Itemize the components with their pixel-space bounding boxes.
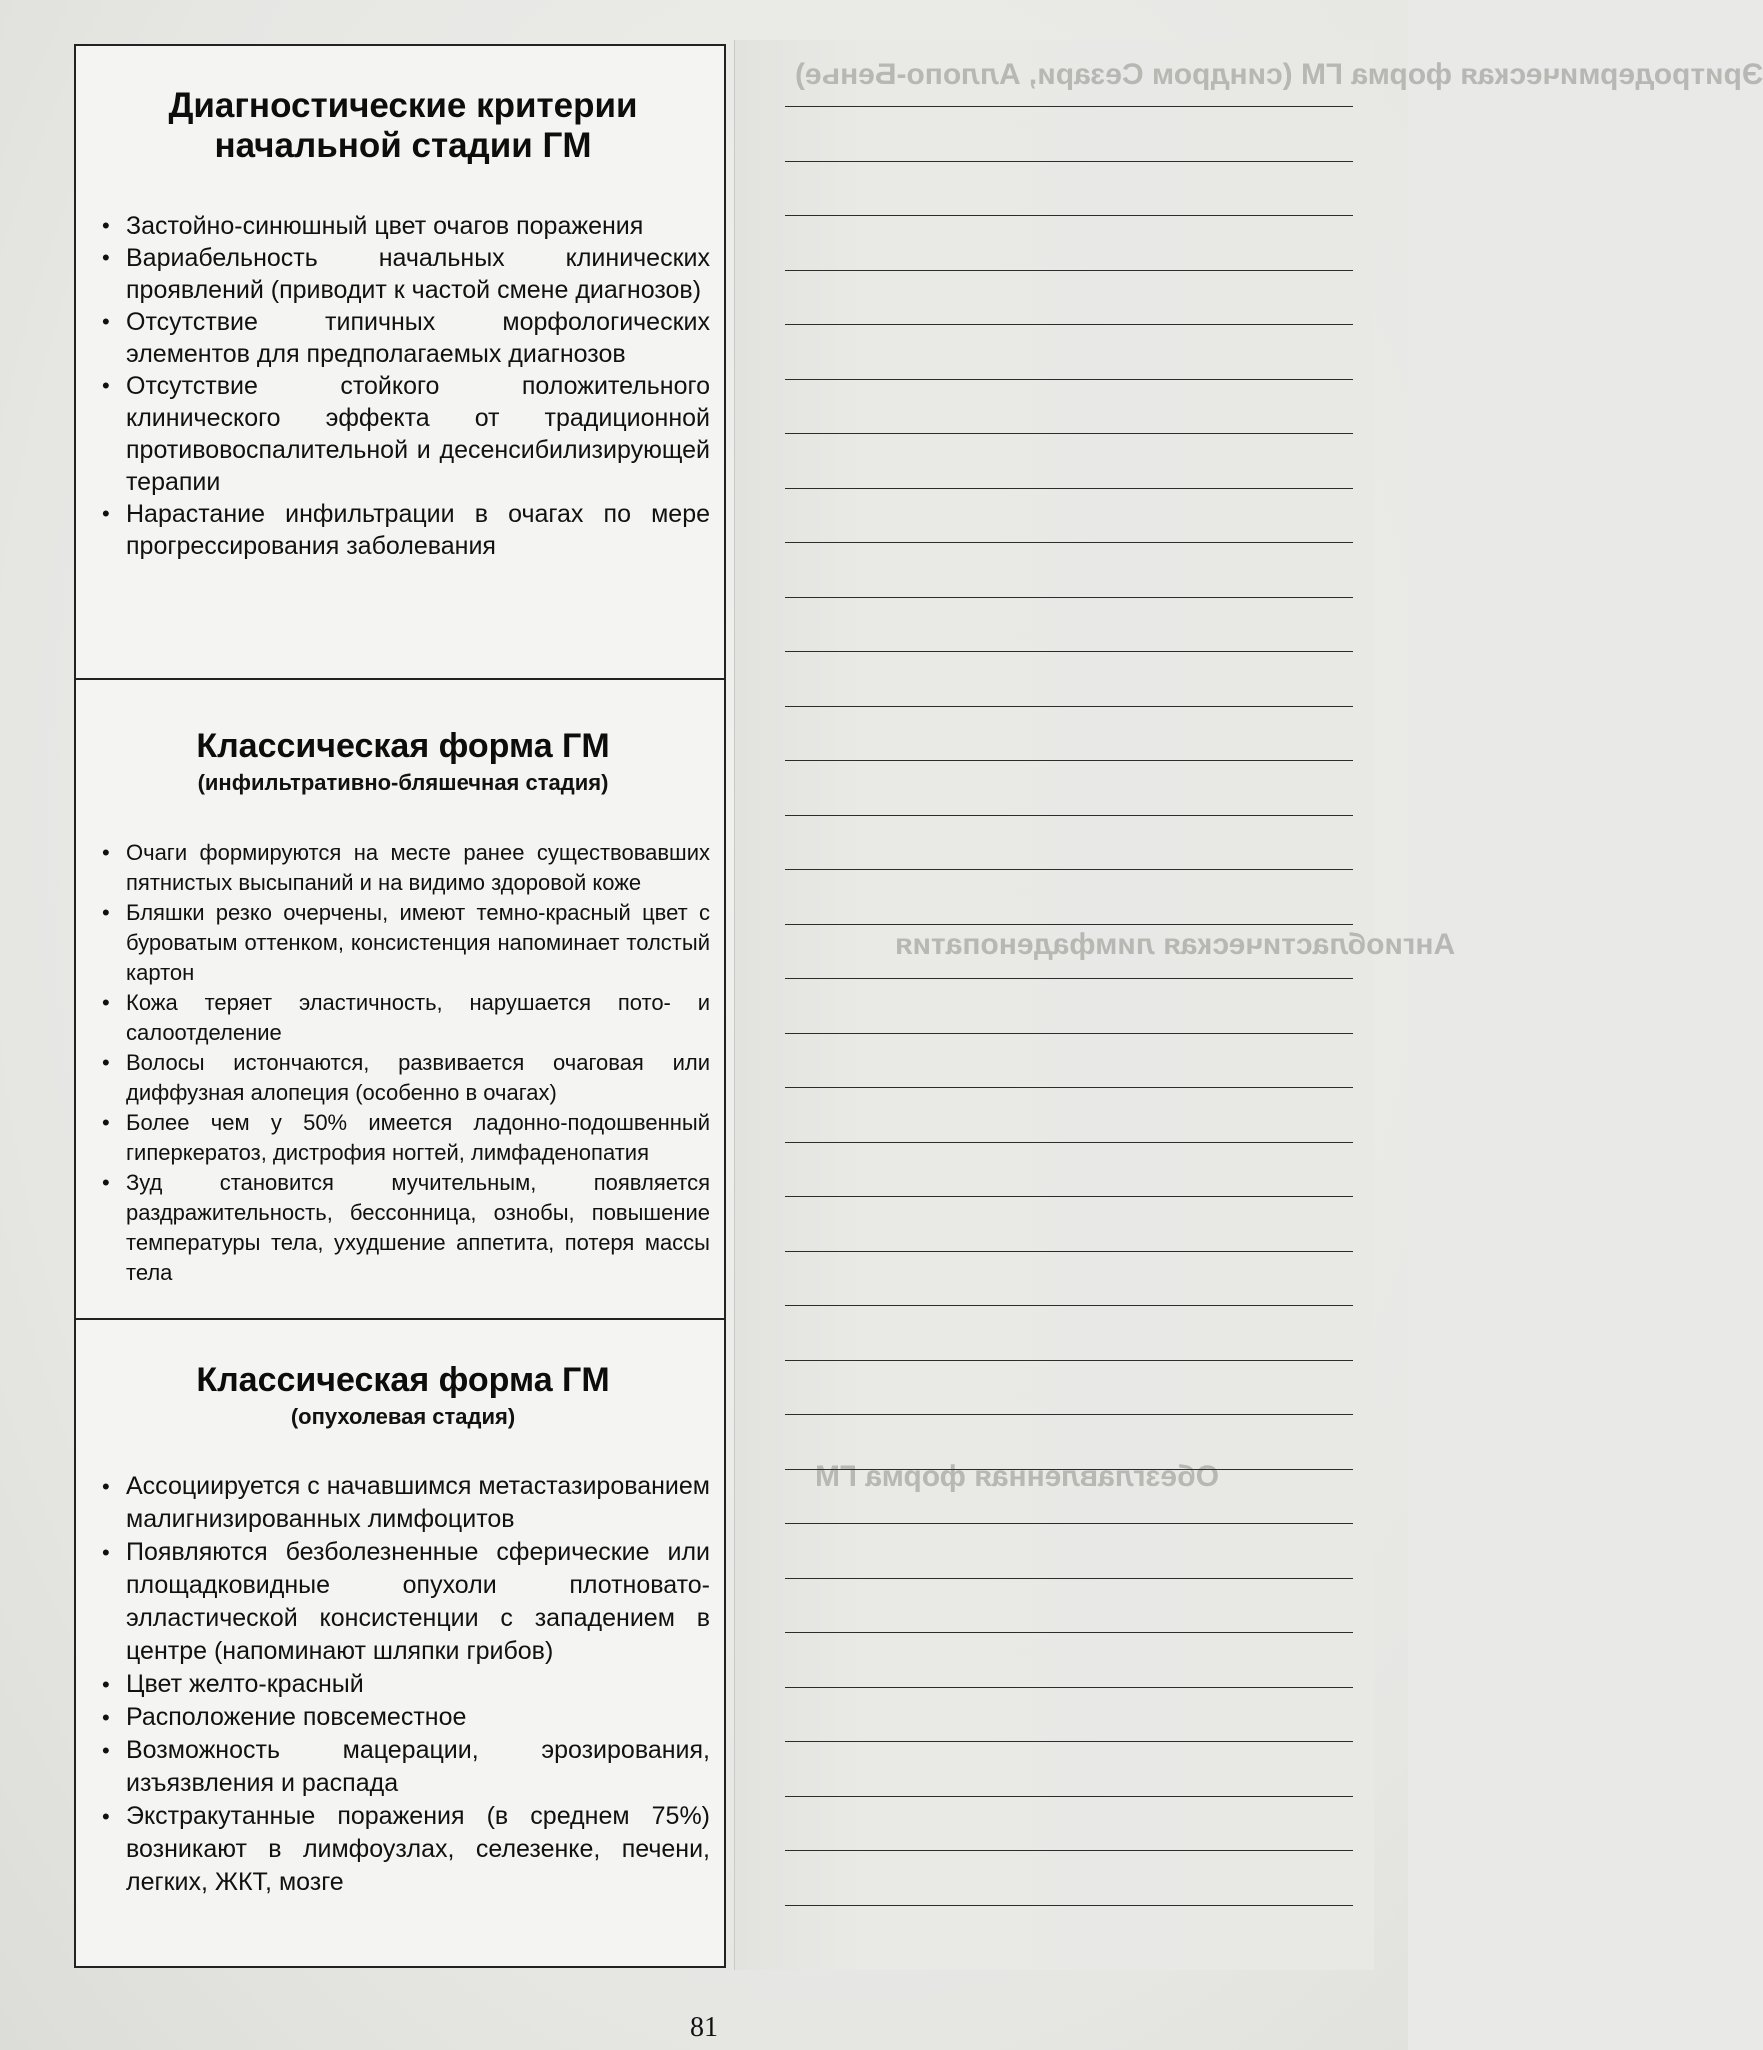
notes-column xyxy=(734,40,1763,1970)
ruled-line xyxy=(785,1142,1353,1143)
ruled-line xyxy=(785,924,1353,925)
list-item: • Нарастание инфильтрации в очагах по мере прогрессирования заболевания xyxy=(96,498,710,562)
ruled-line xyxy=(785,1850,1353,1851)
list-item: • Расположение повсеместное xyxy=(96,1701,710,1734)
criteria-frame xyxy=(74,44,726,1968)
ruled-line xyxy=(785,597,1353,598)
ruled-line xyxy=(785,270,1353,271)
list-item: • Вариабельность начальных клинических проявлений (приводит к частой смене диагнозов) xyxy=(96,242,710,306)
ruled-line xyxy=(785,760,1353,761)
ruled-line xyxy=(785,1741,1353,1742)
ruled-line xyxy=(785,706,1353,707)
list-item: • Застойно-синюшный цвет очагов поражения xyxy=(96,210,710,242)
bleed-through-heading: Эритродермическая форма ГМ (синдром Сезари, Аллопо-Бенье) xyxy=(795,58,1763,91)
ruled-line xyxy=(785,1251,1353,1252)
page-number: 81 xyxy=(690,2012,718,2043)
ruled-line xyxy=(785,1414,1353,1415)
criteria-list xyxy=(96,838,710,1288)
list-item: • Зуд становится мучительным, появляется раздражительность, бессонница, ознобы, повышение температуры тела, ухудшение аппетита, потеря массы тела xyxy=(96,1168,710,1288)
ruled-line xyxy=(785,1033,1353,1034)
ruled-line xyxy=(785,1578,1353,1579)
list-item: • Экстракутанные поражения (в среднем 75%) возникают в лимфоузлах, селезенке, печени, легких, ЖКТ, мозге xyxy=(96,1800,710,1899)
criteria-list xyxy=(96,1470,710,1899)
ruled-line xyxy=(785,433,1353,434)
ruled-line xyxy=(785,1196,1353,1197)
ruled-line xyxy=(785,978,1353,979)
ruled-line xyxy=(785,488,1353,489)
list-item: • Отсутствие стойкого положительного клинического эффекта от традиционной противовоспалительной и десенсибилизирующей терапии xyxy=(96,370,710,498)
ruled-line xyxy=(785,1905,1353,1906)
ruled-line xyxy=(785,542,1353,543)
list-item: • Кожа теряет эластичность, нарушается пото- и салоотделение xyxy=(96,988,710,1048)
criteria-list xyxy=(96,210,710,562)
list-item: • Появляются безболезненные сферические или площадковидные опухоли плотновато-элластической консистенции с западением в центре (напоминают шляпки грибов) xyxy=(96,1536,710,1668)
ruled-line xyxy=(785,106,1353,107)
ruled-line xyxy=(785,1523,1353,1524)
section-plaque-stage xyxy=(76,678,724,1318)
ruled-line xyxy=(785,1796,1353,1797)
section-title: Классическая форма ГМ xyxy=(196,727,610,765)
ruled-line xyxy=(785,869,1353,870)
bleed-through-heading: Ангиобластическая лимфаденопатия xyxy=(895,928,1456,961)
ruled-line xyxy=(785,815,1353,816)
ruled-line xyxy=(785,1469,1353,1470)
bleed-through-heading: Обезглавленная форма ГМ xyxy=(815,1460,1220,1493)
section-subtitle: (опухолевая стадия) xyxy=(290,1404,516,1429)
ruled-line xyxy=(785,379,1353,380)
list-item: • Ассоциируется с начавшимся метастазированием малигнизированных лимфоцитов xyxy=(96,1470,710,1536)
list-item: • Волосы истончаются, развивается очаговая или диффузная алопеция (особенно в очагах) xyxy=(96,1048,710,1108)
section-subtitle: (инфильтративно-бляшечная стадия) xyxy=(197,770,609,795)
ruled-line xyxy=(785,651,1353,652)
ruled-line xyxy=(785,1632,1353,1633)
list-item: • Возможность мацерации, эрозирования, изъязвления и распада xyxy=(96,1734,710,1800)
list-item: • Отсутствие типичных морфологических элементов для предполагаемых диагнозов xyxy=(96,306,710,370)
section-title: Диагностические критерии начальной стадии ГМ xyxy=(168,86,638,165)
ruled-line xyxy=(785,215,1353,216)
section-tumor-stage xyxy=(76,1318,724,1968)
list-item: • Очаги формируются на месте ранее существовавших пятнистых высыпаний и на видимо здоровой коже xyxy=(96,838,710,898)
list-item: • Цвет желто-красный xyxy=(96,1668,710,1701)
list-item: • Более чем у 50% имеется ладонно-подошвенный гиперкератоз, дистрофия ногтей, лимфаденопатия xyxy=(96,1108,710,1168)
ruled-line xyxy=(785,161,1353,162)
ruled-line xyxy=(785,1305,1353,1306)
ruled-line xyxy=(785,324,1353,325)
section-title: Классическая форма ГМ xyxy=(196,1361,610,1399)
ruled-line xyxy=(785,1360,1353,1361)
ruled-line xyxy=(785,1687,1353,1688)
ruled-line xyxy=(785,1087,1353,1088)
list-item: • Бляшки резко очерчены, имеют темно-красный цвет с буроватым оттенком, консистенция напоминает толстый картон xyxy=(96,898,710,988)
section-initial-stage xyxy=(76,46,724,678)
